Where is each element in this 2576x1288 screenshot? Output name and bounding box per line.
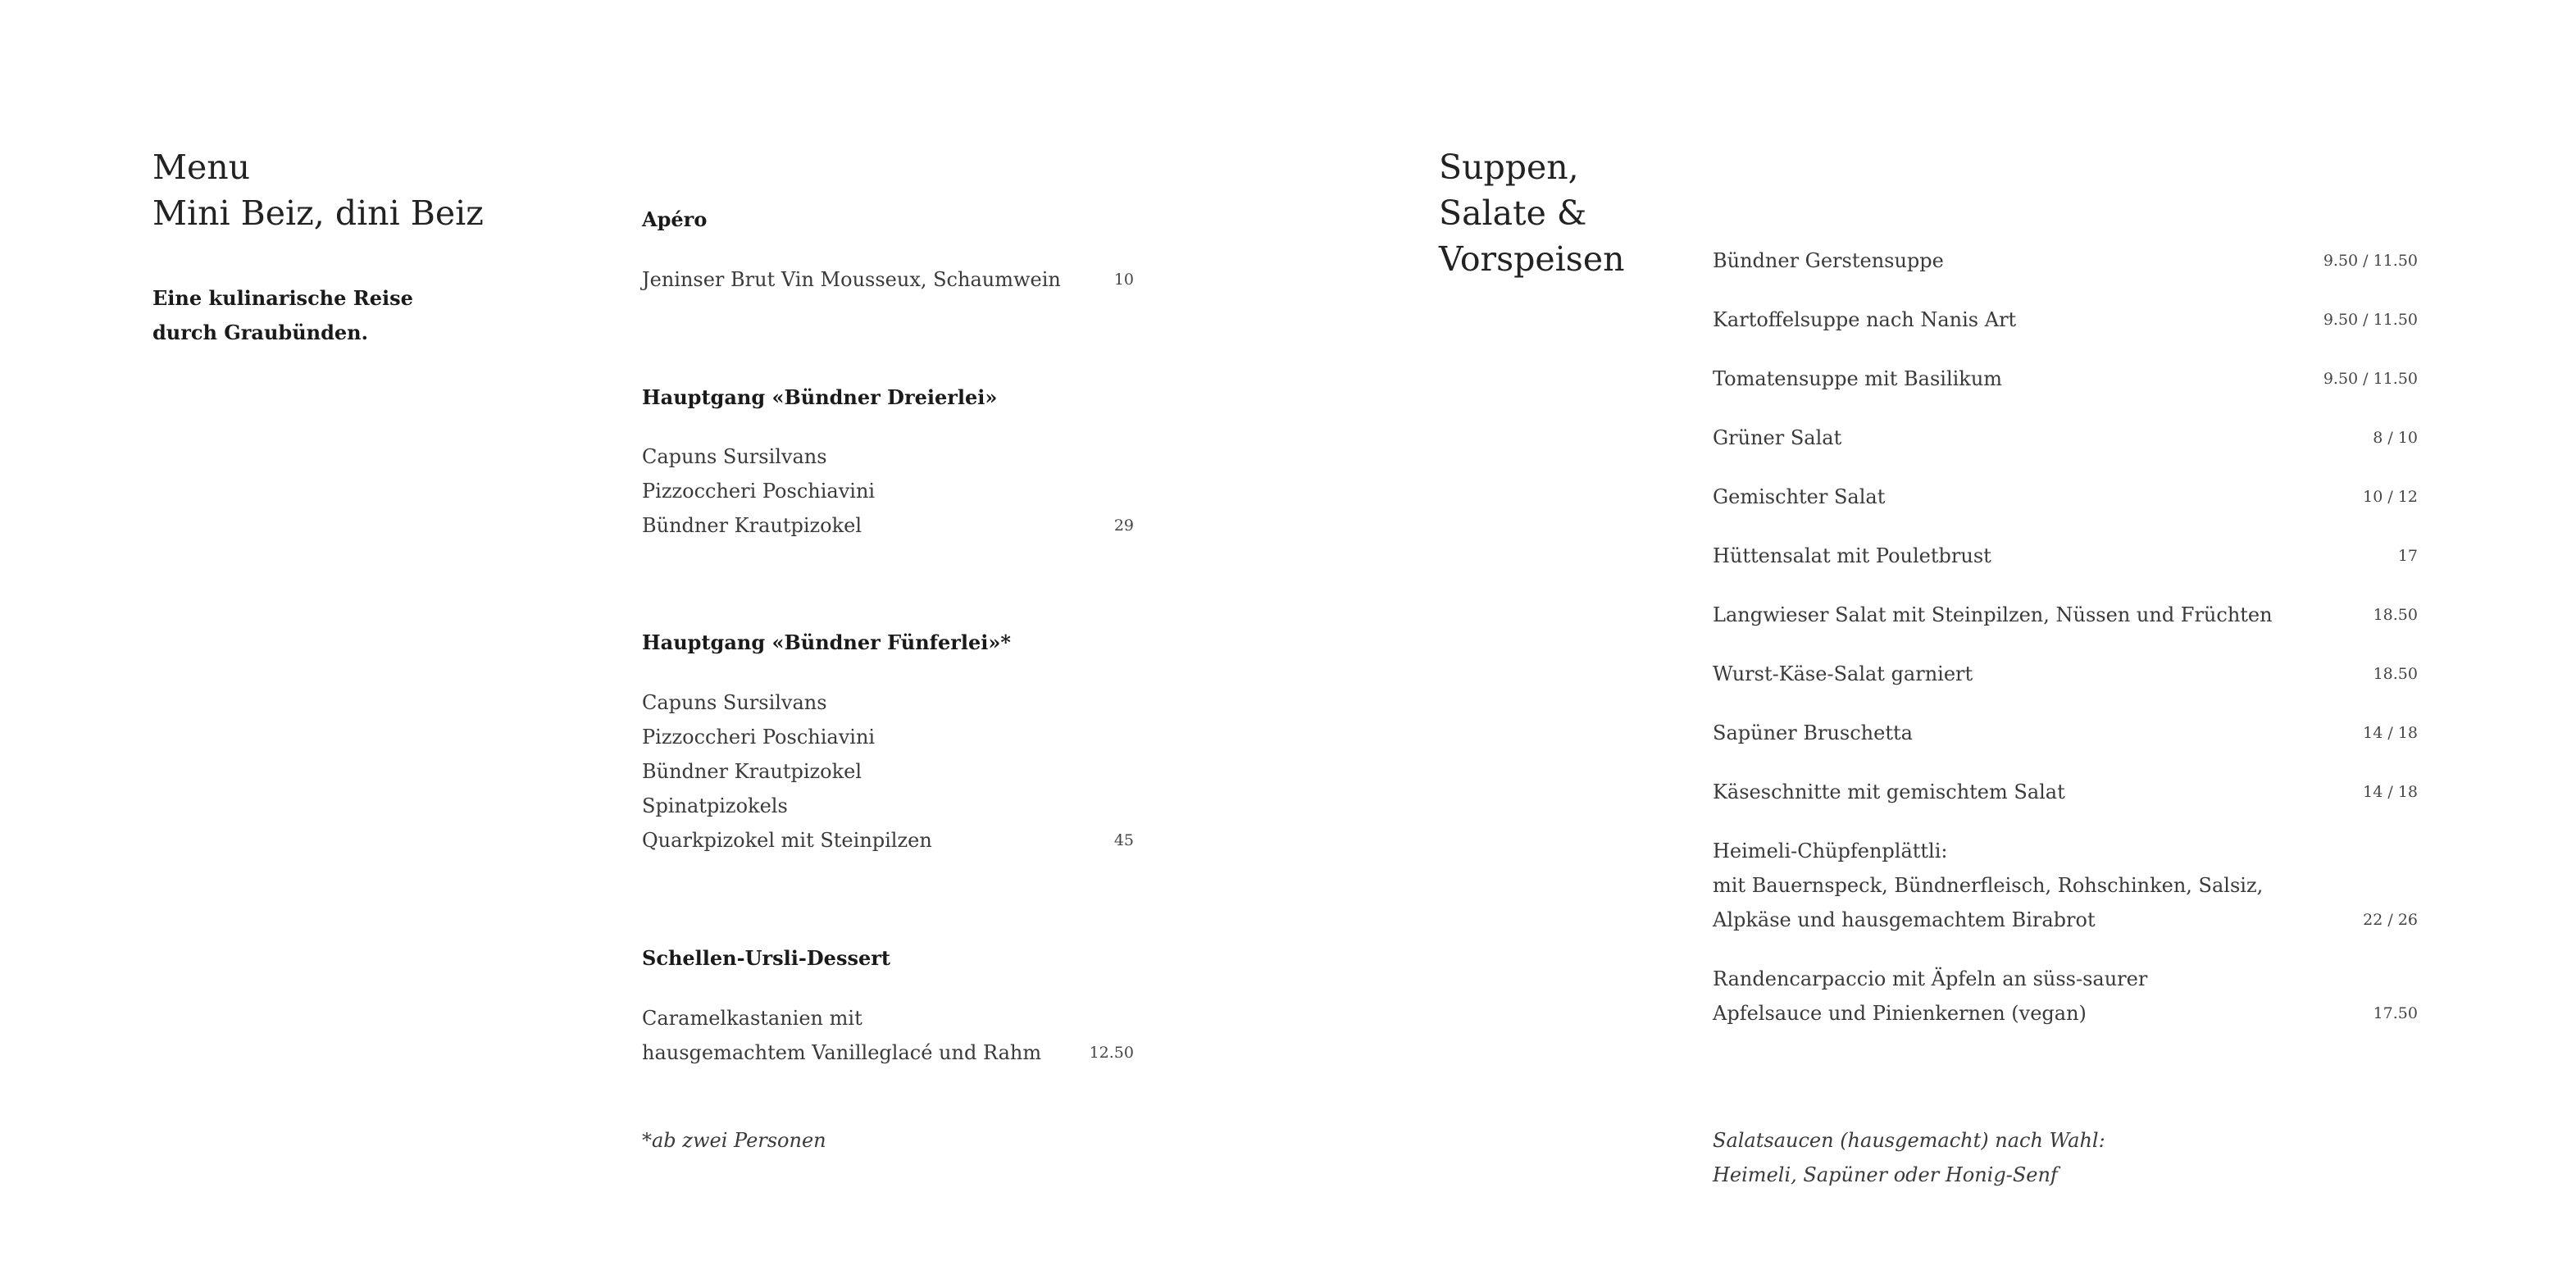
item-price: 14 / 18 <box>2363 783 2418 801</box>
item-price: 22 / 26 <box>2363 911 2418 929</box>
item-line: Wurst-Käse-Salat garniert <box>1713 662 1973 685</box>
item-line: Randencarpaccio mit Äpfeln an süss-saurer <box>1713 967 2148 990</box>
menu-item <box>1713 243 2418 278</box>
menu-item <box>1713 962 2418 1031</box>
section-title-fuenferlei: Hauptgang «Bündner Fünferlei»* <box>642 630 1011 654</box>
menu-title <box>152 144 484 236</box>
menu-item <box>1713 362 2418 396</box>
item-line: Jeninser Brut Vin Mousseux, Schaumwein <box>642 268 1061 291</box>
footnote-line: Salatsaucen (hausgemacht) nach Wahl: <box>1713 1129 2105 1152</box>
footnote-line: Heimeli, Sapüner oder Honig-Senf <box>1713 1163 2058 1186</box>
heading-line: Vorspeisen <box>1439 239 1625 279</box>
item-line: Pizzoccheri Poschiavini <box>642 480 876 503</box>
item-line: Grüner Salat <box>1713 426 1842 449</box>
item-price: 18.50 <box>2373 606 2418 624</box>
menu-item <box>1713 480 2418 514</box>
item-line: Tomatensuppe mit Basilikum <box>1713 367 2003 390</box>
item-line: Pizzoccheri Poschiavini <box>642 726 876 749</box>
menu-item <box>1713 657 2418 691</box>
item-line: Quarkpizokel mit Steinpilzen <box>642 829 932 852</box>
item-line: Alpkäse und hausgemachtem Birabrot <box>1713 908 2096 931</box>
item-price: 9.50 / 11.50 <box>2323 370 2418 388</box>
item-line: Bündner Gerstensuppe <box>1713 249 1944 272</box>
menu-item-dreierlei <box>642 439 1134 543</box>
item-price: 12.50 <box>1089 1044 1134 1062</box>
item-line: Käseschnitte mit gemischtem Salat <box>1713 781 2065 803</box>
item-price: 17 <box>2397 547 2418 565</box>
footnote: *ab zwei Personen <box>642 1129 826 1152</box>
menu-item <box>1713 598 2418 632</box>
item-price: 45 <box>1113 831 1134 849</box>
menu-item-fuenferlei <box>642 685 1134 858</box>
item-line: Heimeli-Chüpfenplättli: <box>1713 840 1948 862</box>
section-title-dreierlei: Hauptgang «Bündner Dreierlei» <box>642 385 998 409</box>
item-line: mit Bauernspeck, Bündnerfleisch, Rohschinken, Salsiz, <box>1713 874 2264 897</box>
item-line: Apfelsauce und Pinienkernen (vegan) <box>1713 1002 2087 1025</box>
item-line: Langwieser Salat mit Steinpilzen, Nüssen und Früchten <box>1713 603 2273 626</box>
menu-item <box>1713 539 2418 573</box>
menu-title-line: Menu <box>152 148 251 187</box>
item-line: Caramelkastanien mit <box>642 1007 862 1030</box>
item-line: hausgemachtem Vanilleglacé und Rahm <box>642 1041 1042 1064</box>
item-line: Capuns Sursilvans <box>642 691 827 714</box>
item-price: 14 / 18 <box>2363 724 2418 742</box>
menu-item <box>1713 834 2418 937</box>
item-price: 10 / 12 <box>2363 488 2418 506</box>
section-title-apero: Apéro <box>642 207 708 231</box>
section-heading-suppen <box>1439 144 1625 282</box>
section-title-dessert: Schellen-Ursli-Dessert <box>642 946 890 970</box>
menu-item <box>1713 303 2418 337</box>
heading-line: Salate & <box>1439 193 1587 233</box>
item-price: 9.50 / 11.50 <box>2323 311 2418 329</box>
menu-item-dessert <box>642 1001 1134 1070</box>
item-price: 9.50 / 11.50 <box>2323 252 2418 270</box>
item-price: 8 / 10 <box>2373 429 2418 447</box>
item-line: Bündner Krautpizokel <box>642 760 862 783</box>
item-price: 29 <box>1113 517 1134 535</box>
item-line: Gemischter Salat <box>1713 485 1886 508</box>
item-line: Capuns Sursilvans <box>642 445 827 468</box>
menu-item <box>1713 775 2418 809</box>
item-price: 10 <box>1113 271 1134 289</box>
heading-line: Suppen, <box>1439 148 1579 187</box>
menu-intro <box>152 281 413 350</box>
menu-item-apero <box>642 262 1134 297</box>
menu-title-line: Mini Beiz, dini Beiz <box>152 193 484 233</box>
menu-item <box>1713 421 2418 455</box>
item-line: Hüttensalat mit Pouletbrust <box>1713 544 1991 567</box>
item-line: Spinatpizokels <box>642 794 788 817</box>
item-price: 18.50 <box>2373 665 2418 683</box>
intro-line: durch Graubünden. <box>152 321 368 344</box>
item-line: Bündner Krautpizokel <box>642 514 862 537</box>
item-line: Sapüner Bruschetta <box>1713 721 1913 744</box>
item-price: 17.50 <box>2373 1004 2418 1022</box>
intro-line: Eine kulinarische Reise <box>152 286 413 310</box>
item-line: Kartoffelsuppe nach Nanis Art <box>1713 308 2017 331</box>
menu-item <box>1713 716 2418 750</box>
